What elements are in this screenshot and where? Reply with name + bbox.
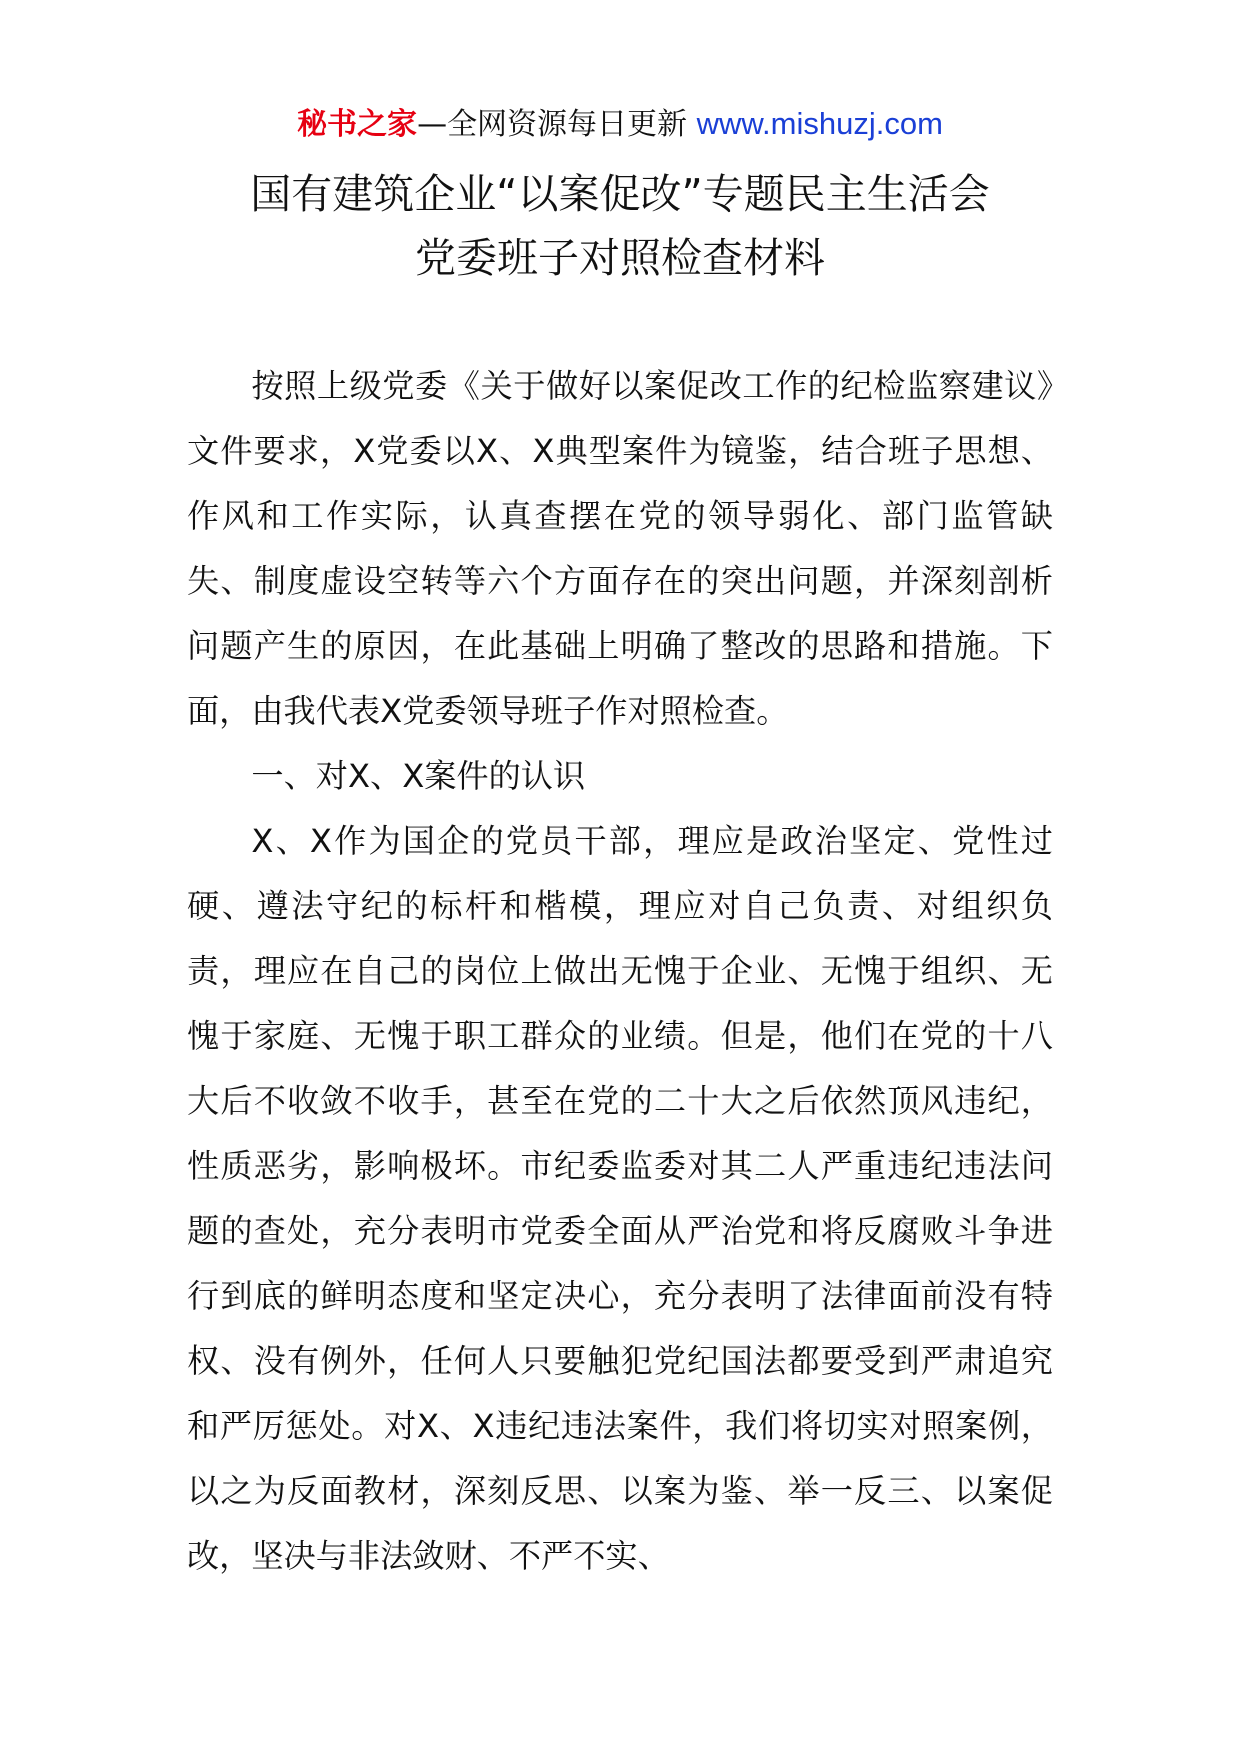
site-name: 秘书之家 bbox=[297, 107, 418, 142]
intro-paragraph: 按照上级党委《关于做好以案促改工作的纪检监察建议》文件要求，X党委以X、X典型案件为镜鉴，结合班子思想、作风和工作实际，认真查摆在党的领导弱化、部门监管缺失、制度虚设空转等六个方面存在的突出问题，并深刻剖析问题产生的原因，在此基础上明确了整改的思路和措施。下面，由我代表X党委领导班子作对照检查。 bbox=[187, 367, 1053, 730]
site-url-link[interactable]: www.mishuzj.com bbox=[696, 106, 943, 141]
title-line-2: 党委班子对照检查材料 bbox=[415, 234, 825, 282]
site-header bbox=[0, 104, 1240, 145]
title-line-1: 国有建筑企业“以案促改”专题民主生活会 bbox=[250, 170, 990, 218]
section-heading: 一、对X、X案件的认识 bbox=[251, 757, 586, 795]
body-paragraph: X、X作为国企的党员干部，理应是政治坚定、党性过硬、遵法守纪的标杆和楷模，理应对自己负责、对组织负责，理应在自己的岗位上做出无愧于企业、无愧于组织、无愧于家庭、无愧于职工群众的业绩。但是，他们在党的十八大后不收敛不收手，甚至在党的二十大之后依然顶风违纪，性质恶劣，影响极坏。市纪委监委对其二人严重违纪违法问题的查处，充分表明市党委全面从严治党和将反腐败斗争进行到底的鲜明态度和坚定决心，充分表明了法律面前没有特权、没有例外，任何人只要触犯党纪国法都要受到严肃追究和严厉惩处。对X、X违纪违法案件，我们将切实对照案例，以之为反面教材，深刻反思、以案为鉴、举一反三、以案促改，坚决与非法敛财、不严不实、 bbox=[187, 822, 1053, 1575]
document-body bbox=[187, 354, 1053, 1589]
document-title bbox=[0, 162, 1240, 290]
site-tagline: —全网资源每日更新 bbox=[417, 107, 697, 142]
